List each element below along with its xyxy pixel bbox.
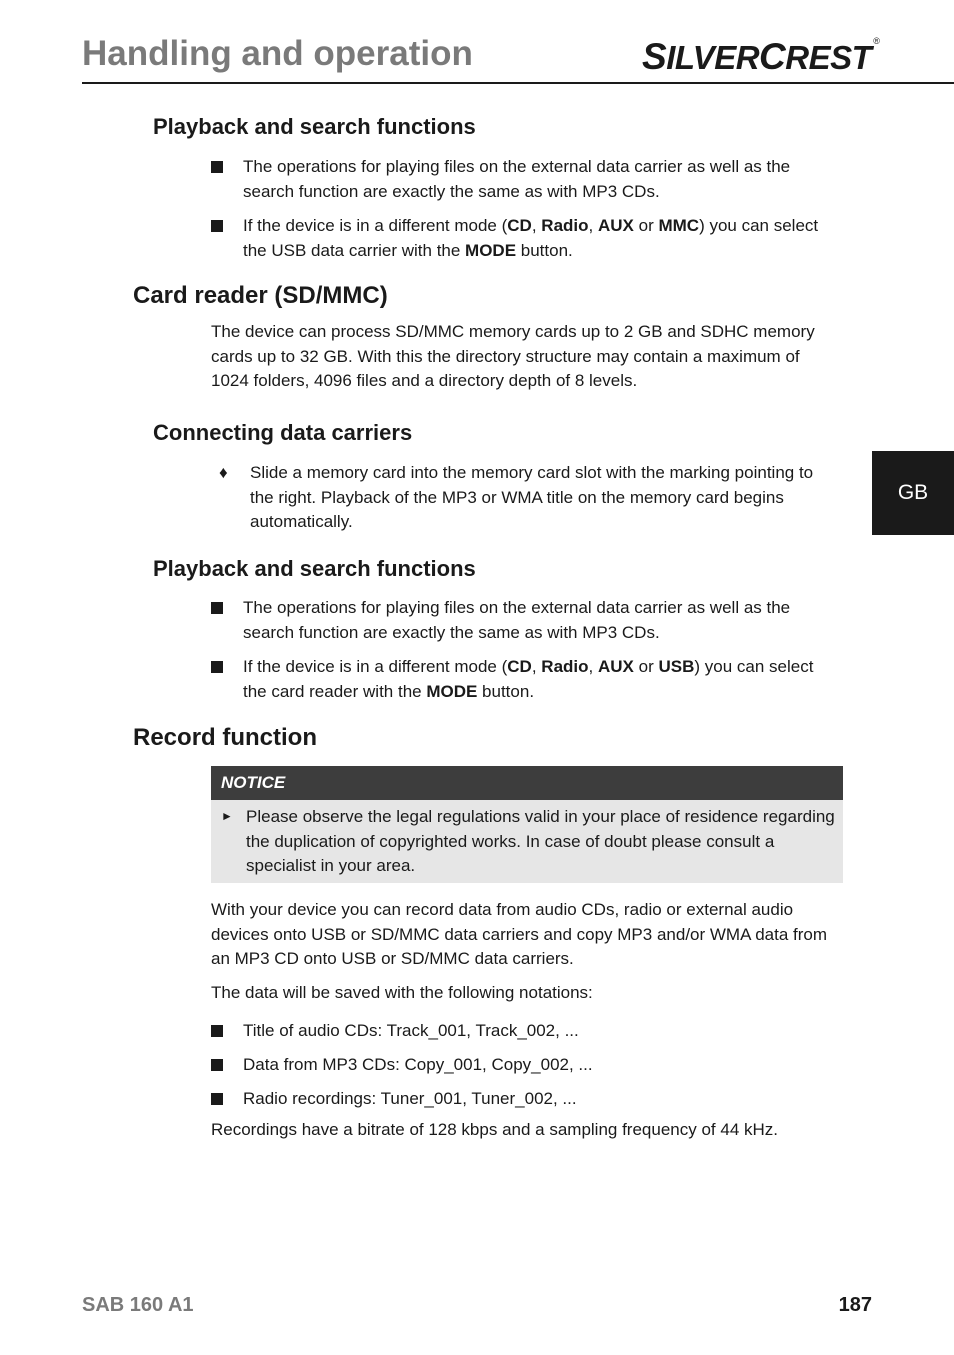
square-bullet-icon	[211, 214, 223, 240]
record-bitrate-paragraph: Recordings have a bitrate of 128 kbps and a sampling frequency of 44 kHz.	[211, 1120, 779, 1139]
arrow-right-icon: ►	[221, 809, 233, 823]
header-rule	[82, 82, 954, 84]
notice-header-bar	[211, 766, 843, 800]
list-item	[211, 155, 841, 205]
list-item	[211, 214, 841, 264]
footer-model: SAB 160 A1	[82, 1294, 194, 1316]
section-heading-connecting: Connecting data carriers	[153, 420, 413, 445]
list-item-text: Data from MP3 CDs: Copy_001, Copy_002, ...	[243, 1055, 593, 1074]
section-heading-card-reader: Card reader (SD/MMC)	[133, 282, 388, 309]
step-text: Slide a memory card into the memory card slot with the marking pointing to the right. Playback of the MP3 or WMA title on the memory card begins automatically.	[250, 463, 814, 531]
language-tab: GB	[872, 451, 954, 535]
list-item-text: The operations for playing files on the external data carrier as well as the search function are exactly the same as with MP3 CDs.	[243, 157, 791, 201]
card-reader-paragraph: The device can process SD/MMC memory cards up to 2 GB and SDHC memory cards up to 32 GB. With this the directory structure may contain a maximum of 1024 folders, 4096 files and a directory depth of 8 levels.	[211, 322, 815, 390]
section-heading-usb-playback: Playback and search functions	[153, 114, 476, 139]
diamond-bullet-icon: ♦	[219, 463, 228, 482]
square-bullet-icon	[211, 1087, 223, 1113]
page-number: 187	[838, 1294, 872, 1316]
page-title: Handling and operation	[82, 34, 473, 73]
list-item-text: Title of audio CDs: Track_001, Track_002, ...	[243, 1021, 579, 1040]
list-item	[211, 1087, 841, 1113]
square-bullet-icon	[211, 155, 223, 181]
square-bullet-icon	[211, 655, 223, 681]
notice-title: NOTICE	[221, 773, 286, 792]
notice-text: Please observe the legal regulations valid in your place of residence regarding the duplication of copyrighted works. In case of doubt please consult a specialist in your area.	[246, 807, 835, 875]
registered-mark: ®	[873, 36, 880, 46]
list-item-text: If the device is in a different mode (CD, Radio, AUX or USB) you can select the card reader with the MODE button.	[243, 657, 814, 701]
square-bullet-icon	[211, 1019, 223, 1045]
list-item-text: Radio recordings: Tuner_001, Tuner_002, ...	[243, 1089, 577, 1108]
square-bullet-icon	[211, 1053, 223, 1079]
record-notation-intro: The data will be saved with the following notations:	[211, 983, 593, 1002]
list-item	[211, 596, 841, 646]
step-item	[211, 461, 841, 536]
section-heading-card-playback: Playback and search functions	[153, 556, 476, 581]
list-item	[211, 655, 841, 705]
square-bullet-icon	[211, 596, 223, 622]
list-item-text: The operations for playing files on the external data carrier as well as the search function are exactly the same as with MP3 CDs.	[243, 598, 791, 642]
list-item	[211, 1019, 841, 1045]
list-item	[211, 1053, 841, 1079]
brand-logo: SILVERCREST ®	[642, 36, 880, 77]
list-item-text: If the device is in a different mode (CD, Radio, AUX or MMC) you can select the USB data carrier with the MODE button.	[243, 216, 819, 260]
record-paragraph: With your device you can record data from audio CDs, radio or external audio devices onto USB or SD/MMC data carriers and copy MP3 and/or WMA data from an MP3 CD onto USB or SD/MMC data carriers.	[211, 900, 828, 968]
section-heading-record: Record function	[133, 724, 317, 751]
